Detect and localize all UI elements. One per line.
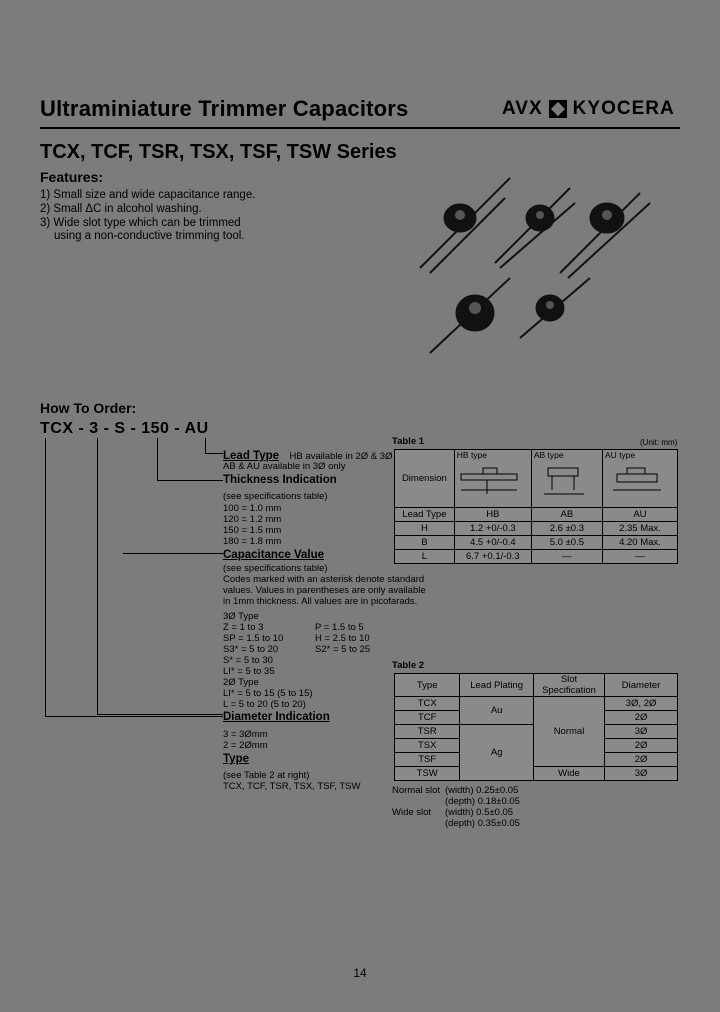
connector-line <box>157 480 223 481</box>
lead-type-note: AB & AU available in 3Ø only <box>223 461 346 472</box>
slot-note-value: (width) 0.25±0.05 <box>445 785 519 796</box>
capacitance-label: Capacitance Value <box>223 549 324 561</box>
feature-item: 1) Small size and wide capacitance range. <box>40 189 256 201</box>
table-row <box>395 550 678 564</box>
features-heading: Features: <box>40 169 104 185</box>
title-rule <box>40 127 680 129</box>
table1-dimension: Dimension <box>395 450 455 508</box>
table1-cell: — <box>531 550 602 564</box>
diameter-label: Diameter Indication <box>223 711 330 723</box>
table2-diameter: 3Ø <box>605 725 678 739</box>
table1-title: Table 1 <box>392 436 425 447</box>
type-note: (see Table 2 at right) <box>223 770 310 781</box>
table-row <box>395 767 678 781</box>
type3-label: 3Ø Type <box>223 611 259 622</box>
table2-diameter: 3Ø <box>605 767 678 781</box>
slot-note-value: (depth) 0.35±0.05 <box>445 818 520 829</box>
type3-row: S3* = 5 to 20 <box>223 644 279 655</box>
type2-label: 2Ø Type <box>223 677 259 688</box>
table2-header-cell: Lead Plating <box>460 674 533 697</box>
type3-row-right: P = 1.5 to 5 <box>315 622 364 633</box>
table1-cell: 4.20 Max. <box>602 536 677 550</box>
type3-row: SP = 1.5 to 10 <box>223 633 284 644</box>
table1-cell: 4.5 +0/-0.4 <box>454 536 531 550</box>
table1-header-cell: HB <box>454 508 531 522</box>
thickness-row: 100 = 1.0 mm <box>223 503 282 514</box>
page-number: 14 <box>353 966 367 980</box>
slot-note-value: (width) 0.5±0.05 <box>445 807 514 818</box>
kyocera-mark-icon <box>549 100 567 118</box>
connector-line <box>97 438 98 714</box>
lead-type-label: Lead Type <box>223 450 280 462</box>
table2-title: Table 2 <box>392 660 425 671</box>
diameter-row: 2 = 2Ømm <box>223 740 268 751</box>
diagram-label: HB type <box>456 450 488 460</box>
hb-diagram <box>457 460 527 500</box>
page-title: Ultraminiature Trimmer Capacitors <box>40 96 409 121</box>
thickness-row: 180 = 1.8 mm <box>223 536 282 547</box>
table1-header-cell: AB <box>531 508 602 522</box>
table2-plating: Ag <box>460 725 533 781</box>
table2-type: TSR <box>395 725 460 739</box>
table1-cell: — <box>602 550 677 564</box>
table2-diameter: 2Ø <box>605 711 678 725</box>
table1-header-cell: AU <box>602 508 677 522</box>
avx-logo-text: AVX <box>502 98 543 119</box>
feature-item: 2) Small ΔC in alcohol washing. <box>40 203 202 215</box>
thickness-label: Thickness Indication <box>223 474 337 486</box>
table2-header-cell: Diameter <box>605 674 678 697</box>
table1-header-cell: Lead Type <box>395 508 455 522</box>
diameter-row: 3 = 3Ømm <box>223 729 268 740</box>
lead-type-note: HB available in 2Ø & 3Ø <box>289 451 393 462</box>
thickness-note: (see specifications table) <box>223 491 328 502</box>
slot-note-value: (depth) 0.18±0.05 <box>445 796 520 807</box>
type-list: TCX, TCF, TSR, TSX, TSF, TSW <box>223 781 361 792</box>
table1-cell: 1.2 +0/-0.3 <box>454 522 531 536</box>
connector-line <box>157 438 158 480</box>
table1-diagram-ab <box>531 450 602 508</box>
table2-slot: Normal <box>533 697 604 767</box>
table1-diagram-hb <box>454 450 531 508</box>
thickness-row: 150 = 1.5 mm <box>223 525 282 536</box>
table2-header-cell: Slot Specification <box>533 674 604 697</box>
table2-diameter: 2Ø <box>605 753 678 767</box>
connector-line <box>205 438 206 453</box>
table1-cell: L <box>395 550 455 564</box>
type2-row: L = 5 to 20 (5 to 20) <box>223 699 306 710</box>
type3-row: Z = 1 to 3 <box>223 622 264 633</box>
table1-unit: (Unit: mm) <box>640 438 678 447</box>
order-code: TCX - 3 - S - 150 - AU <box>40 420 209 437</box>
type3-row-right: S2* = 5 to 25 <box>315 644 371 655</box>
slot-note-label: Normal slot <box>392 785 441 796</box>
connector-line <box>45 438 46 716</box>
kyocera-logo-text: KYOCERA <box>572 98 675 119</box>
connector-line <box>45 716 223 717</box>
diagram-label: AB type <box>533 450 564 460</box>
connector-line <box>123 553 223 554</box>
diagram-label: AU type <box>604 450 636 460</box>
how-to-order-heading: How To Order: <box>40 400 137 416</box>
table2-type: TSW <box>395 767 460 781</box>
table1-cell: 5.0 ±0.5 <box>531 536 602 550</box>
table-row <box>395 697 678 711</box>
series-heading: TCX, TCF, TSR, TSX, TSF, TSW Series <box>40 141 397 163</box>
table2 <box>394 673 678 781</box>
table2-type: TCF <box>395 711 460 725</box>
product-photo <box>400 168 710 358</box>
table1-cell: H <box>395 522 455 536</box>
table2-type: TSF <box>395 753 460 767</box>
table2-plating: Au <box>460 697 533 725</box>
ab-diagram <box>534 460 598 500</box>
table1-cell: 2.6 ±0.3 <box>531 522 602 536</box>
type2-row: LI* = 5 to 15 (5 to 15) <box>223 688 313 699</box>
table2-type: TSX <box>395 739 460 753</box>
table1-cell: 6.7 +0.1/-0.3 <box>454 550 531 564</box>
table1 <box>394 449 678 564</box>
table1-diagram-au <box>602 450 677 508</box>
table-row <box>395 522 678 536</box>
table2-type: TCX <box>395 697 460 711</box>
table2-slot: Wide <box>533 767 604 781</box>
table-row <box>395 536 678 550</box>
slot-note-label: Wide slot <box>392 807 432 818</box>
type3-row: S* = 5 to 30 <box>223 655 273 666</box>
thickness-row: 120 = 1.2 mm <box>223 514 282 525</box>
type-label: Type <box>223 753 249 765</box>
type3-row: LI* = 5 to 35 <box>223 666 275 677</box>
table2-header-cell: Type <box>395 674 460 697</box>
feature-item: 3) Wide slot type which can be trimmed <box>40 217 241 229</box>
type3-row-right: H = 2.5 to 10 <box>315 633 370 644</box>
table2-diameter: 2Ø <box>605 739 678 753</box>
connector-line <box>205 453 223 454</box>
au-diagram <box>605 460 673 500</box>
table1-cell: 2.35 Max. <box>602 522 677 536</box>
table2-diameter: 3Ø, 2Ø <box>605 697 678 711</box>
capacitance-desc: Codes marked with an asterisk denote standard <box>223 574 425 585</box>
connector-line <box>97 714 223 715</box>
capacitance-desc: values. Values in parentheses are only available <box>223 585 426 596</box>
capacitance-note: (see specifications table) <box>223 563 328 574</box>
table1-cell: B <box>395 536 455 550</box>
feature-item: using a non-conductive trimming tool. <box>54 230 245 242</box>
capacitance-desc: in 1mm thickness. All values are in picofarads. <box>223 596 418 607</box>
brand-logo <box>502 98 675 120</box>
